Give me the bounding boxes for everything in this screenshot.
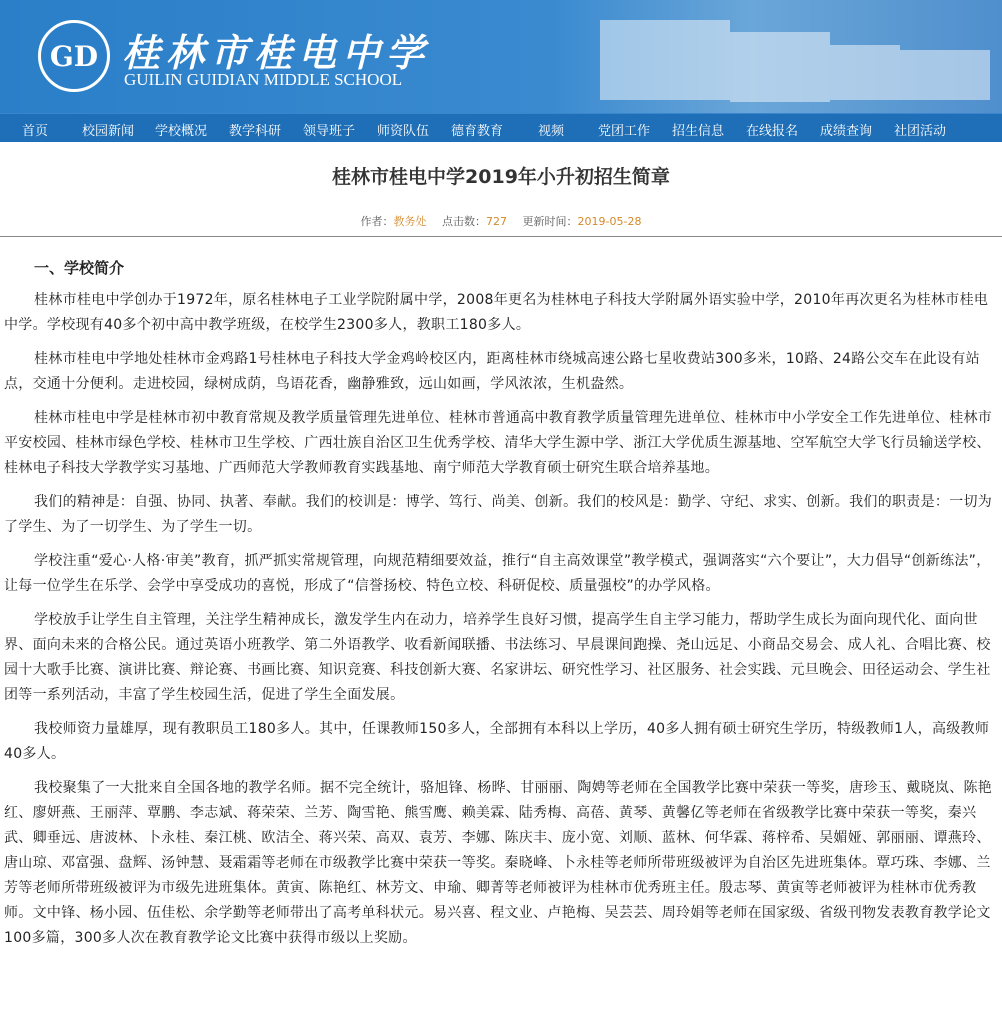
nav-item[interactable]: 首页 — [22, 123, 49, 139]
author: 教务处 — [393, 215, 427, 228]
school-name-cn: 桂林市桂电中学 — [122, 30, 431, 75]
author-label: 作者： — [360, 215, 394, 228]
paragraph: 学校放手让学生自主管理，关注学生精神成长，激发学生内在动力，培养学生良好习惯，提高学生自主学习能力，帮助学生成长为面向现代化、面向世界、面向未来的合格公民。通过英语小班教学、第二外语教学、收看新闻联播、书法练习、早晨课间跑操、尧山远足、小商品交易会、成人礼、合唱比赛、校园十大歌手比赛、演讲比赛、辩论赛、书画比赛、知识竞赛、科技创新大赛、名家讲坛、研究性学习、社区服务、社会实践、元旦晚会、田径运动会、学生社团等一系列活动，丰富了学生校园生活，促进了学生全面发展。 — [4, 612, 991, 703]
paragraph: 学校注重“爱心·人格·审美”教育，抓严抓实常规管理，向规范精细要效益，推行“自主高效课堂”教学模式，强调落实“六个要让”，大力倡导“创新练法”，让每一位学生在乐学、会学中享受成功的喜悦，形成了“信誉扬校、特色立校、科研促校、质量强校”的办学风格。 — [4, 553, 991, 594]
paragraph: 我们的精神是：自强、协同、执著、奉献。我们的校训是：博学、笃行、尚美、创新。我们的校风是：勤学、守纪、求实、创新。我们的职责是：一切为了学生、为了一切学生、为了学生一切。 — [4, 494, 993, 535]
nav-item[interactable]: 党团工作 — [598, 123, 651, 139]
nav-item[interactable]: 领导班子 — [303, 123, 356, 139]
paragraph: 桂林市桂电中学地处桂林市金鸡路1号桂林电子科技大学金鸡岭校区内，距离桂林市绕城高速公路七星收费站300多米，10路、24路公交车在此设有站点，交通十分便利。走进校园，绿树成荫，鸟语花香，幽静雅致，远山如画，学风浓浓，生机盎然。 — [4, 351, 980, 392]
school-logo[interactable]: GD — [38, 20, 110, 92]
clicks-label: 点击数： — [442, 215, 487, 228]
article-body — [0, 257, 1002, 951]
nav-item[interactable]: 招生信息 — [672, 123, 725, 139]
header-banner — [0, 0, 1002, 113]
nav-item[interactable]: 在线报名 — [746, 123, 799, 139]
paragraph: 桂林市桂电中学创办于1972年，原名桂林电子工业学院附属中学，2008年更名为桂林电子科技大学附属外语实验中学，2010年再次更名为桂林市桂电中学。学校现有40多个初中高中教学班级，在校学生2300多人，教职工180多人。 — [4, 292, 989, 333]
nav-item[interactable]: 师资队伍 — [377, 123, 430, 139]
nav-item[interactable]: 学校概况 — [155, 123, 208, 139]
updated-label: 更新时间： — [522, 215, 578, 228]
nav-item[interactable]: 成绩查询 — [820, 123, 873, 139]
nav-item[interactable]: 校园新闻 — [82, 123, 135, 139]
paragraph: 我校师资力量雄厚，现有教职员工180多人。其中，任课教师150多人，全部拥有本科以上学历，40多人拥有硕士研究生学历，特级教师1人，高级教师40多人。 — [4, 721, 990, 762]
paragraph: 我校聚集了一大批来自全国各地的教学名师。据不完全统计，骆旭锋、杨晔、甘丽丽、陶娉等老师在全国教学比赛中荣获一等奖，唐珍玉、戴晓岚、陈艳红、廖妍燕、王丽萍、覃鹏、李志斌、蒋荣荣、兰芳、陶雪艳、熊雪鹰、赖美霖、陆秀梅、高蓓、黄琴、黄馨亿等老师在省级教学比赛中荣获一等奖，秦兴武、卿垂远、唐波林、卜永桂、秦江桃、欧洁全、蒋兴荣、高双、袁芳、李娜、陈庆丰、庞小宽、刘顺、蓝林、何华霖、蒋梓希、吴媚娅、郭丽丽、谭燕玲、唐山琼、邓富强、盘辉、汤钟慧、聂霜霜等老师在市级教学比赛中荣获一等奖。秦晓峰、卜永桂等老师所带班级被评为自治区先进班集体。覃巧珠、李娜、兰芳等老师所带班级被评为市级先进班集体。黄寅、陈艳红、林芳文、申瑜、卿菁等老师被评为桂林市优秀班主任。殷志琴、黄寅等老师被评为桂林市优秀教师。文中锋、杨小园、伍佳松、余学勤等老师带出了高考单科状元。易兴喜、程文业、卢艳梅、吴芸芸、周玲娟等老师在国家级、省级刊物发表教育教学论文100多篇，300多人次在教育教学论文比赛中获得市级以上奖励。 — [4, 780, 993, 946]
article-title: 桂林市桂电中学2019年小升初招生简章 — [332, 166, 670, 188]
article-meta — [0, 213, 1002, 229]
nav-item[interactable]: 德育教育 — [451, 123, 504, 139]
main-nav — [0, 113, 1002, 142]
section-heading: 一、学校简介 — [34, 259, 125, 277]
nav-item[interactable]: 社团活动 — [894, 123, 947, 139]
nav-item[interactable]: 教学科研 — [229, 123, 282, 139]
school-name-en: GUILIN GUIDIAN MIDDLE SCHOOL — [124, 70, 403, 89]
divider — [0, 236, 1002, 237]
nav-item[interactable]: 视频 — [538, 123, 565, 139]
paragraph: 桂林市桂电中学是桂林市初中教育常规及教学质量管理先进单位、桂林市普通高中教育教学质量管理先进单位、桂林市中小学安全工作先进单位、桂林市平安校园、桂林市绿色学校、桂林市卫生学校、广西壮族自治区卫生优秀学校、清华大学生源中学、浙江大学优质生源基地、空军航空大学飞行员输送学校、桂林电子科技大学教学实习基地、广西师范大学教师教育实践基地、南宁师范大学教育硕士研究生联合培养基地。 — [4, 410, 993, 476]
clicks: 727 — [486, 215, 508, 228]
updated: 2019-05-28 — [577, 215, 642, 228]
